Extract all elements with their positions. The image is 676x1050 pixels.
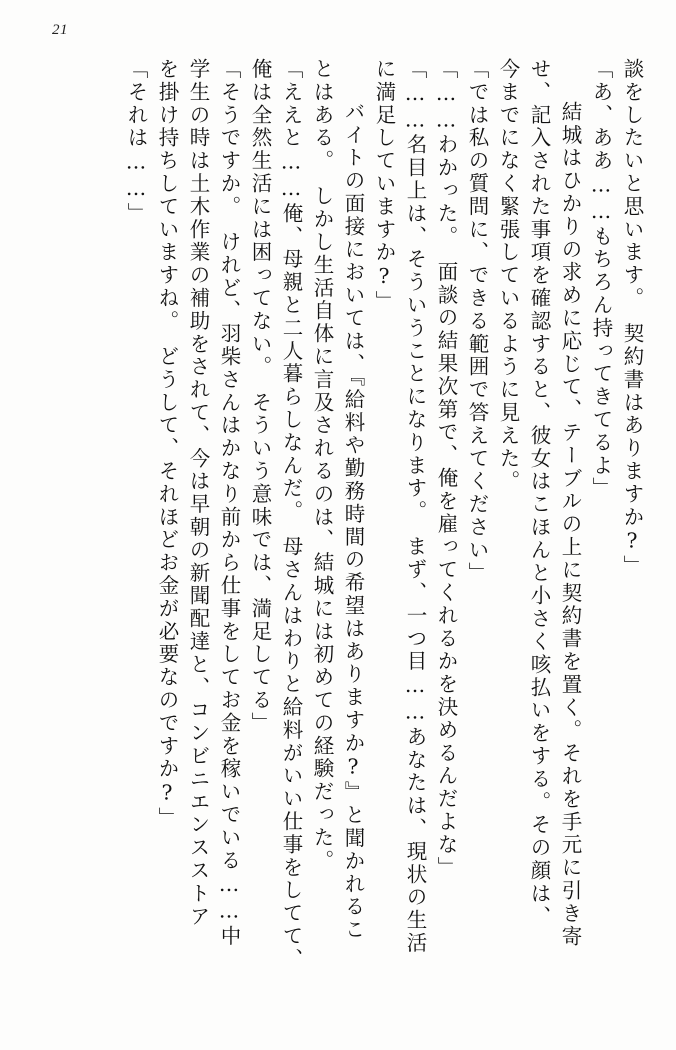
text-line: 「それは……」 [124, 58, 148, 226]
text-line: 談をしたいと思います。 契約書はありますか?」 [620, 58, 644, 578]
text-line: 俺は全然生活には困ってない。 そういう意味では、満足してる」 [248, 58, 272, 735]
text-line: 「そうですか。 けれど、羽柴さんはかなり前から仕事をしてお金を稼いでいる……中 [217, 58, 241, 948]
text-line: 今までになく緊張しているように見えた。 [496, 58, 520, 494]
text-line: とはある。 しかし生活自体に言及されるのは、結城には初めての経験だった。 [310, 58, 334, 873]
text-line: 学生の時は土木作業の補助をされて、今は早朝の新聞配達と、コンビニエンスストア [186, 58, 210, 929]
text-line: 「あ、ああ……もちろん持ってきてるよ」 [589, 58, 613, 501]
text-line: に満足していますか?」 [372, 58, 396, 314]
text-line: バイトの面接においては、『給料や勤務時間の希望はありますか?』と聞かれるこ [341, 78, 365, 942]
text-line: せ、記入された事項を確認すると、彼女はこほんと小さく咳払いをする。その顔は、 [527, 58, 551, 929]
vertical-text-body [34, 58, 642, 1016]
text-line: 「……名目上は、そういうことになります。 まず、一つ目……あなたは、現状の生活 [403, 58, 427, 955]
page-number: 21 [52, 22, 68, 38]
text-line: 「……わかった。 面談の結果次第で、俺を雇ってくれるかを決めるんだよな」 [434, 58, 458, 880]
text-line: を掛け持ちしていますね。 どうして、それほどお金が必要なのですか?」 [155, 58, 179, 830]
text-line: 「ええと……俺、母親と二人暮らしなんだ。 母さんはわりと給料がいい仕事をしてて、 [279, 58, 303, 971]
text-line: 結城はひかりの求めに応じて、テーブルの上に契約書を置く。それを手元に引き寄 [558, 78, 582, 949]
text-line: 「では私の質問に、できる範囲で答えてください」 [465, 58, 489, 585]
